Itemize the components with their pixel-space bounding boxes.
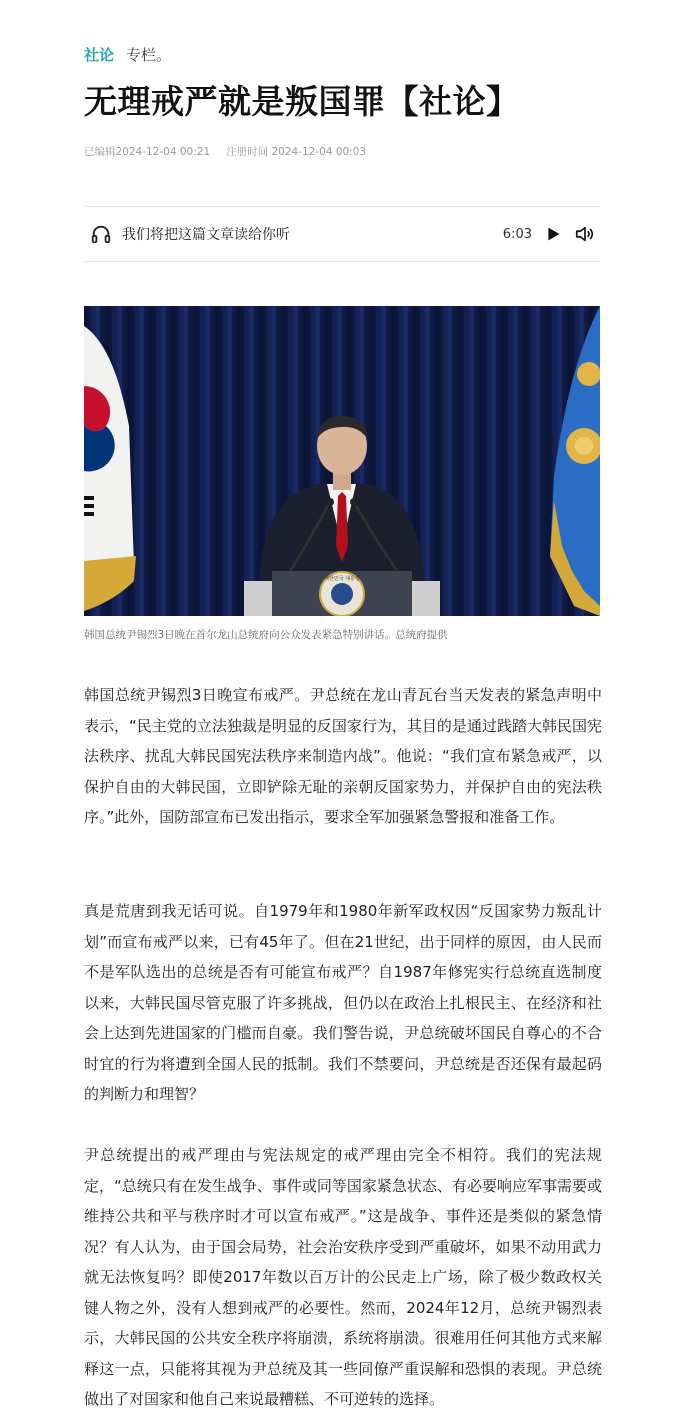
podium: [244, 571, 440, 616]
president-speech-illustration: [84, 306, 600, 616]
body-paragraph-2: 真是荒唐到我无话可说。自1979年和1980年新军政权因“反国家势力叛乱计划”而宣布戒严以来，已有45年了。但在21世纪，出于同样的原因，由人民而不是军队选出的总统是否有可能宣布戒严？自1987年修宪实行总统直选制度以来，大韩民国尽管克服了许多挑战，但仍以在政治上扎根民主、在经济和社会上达到先进国家的门槛而自豪。我们警告说，尹总统破坏国民自尊心的不合时宜的行为将遭到全国人民的抵制。我们不禁要问，尹总统是否还保有最起码的判断力和理智？: [84, 902, 602, 1103]
registered-timestamp: 注册时间 2024-12-04 00:03: [226, 146, 367, 158]
audio-duration: 6:03: [502, 226, 532, 242]
category-column-link[interactable]: 专栏。: [126, 46, 172, 64]
body-paragraph-1: 韩国总统尹锡烈3日晚宣布戒严。尹总统在龙山青瓦台当天发表的紧急声明中表示，“民主党的立法独裁是明显的反国家行为，其目的是通过践踏大韩民国宪法秩序、扰乱大韩民国宪法秩序来制造内战”。他说：“我们宣布紧急戒严，以保护自由的大韩民国，立即铲除无耻的亲朝反国家势力，并保护自由的宪法秩序。”此外，国防部宣布已发出指示，要求全军加强紧急警报和准备工作。: [84, 686, 602, 826]
volume-icon[interactable]: [574, 223, 596, 245]
category-breadcrumb: [84, 44, 171, 65]
headphones-icon: [90, 223, 112, 245]
audio-controls: [503, 223, 596, 245]
category-editorial-link[interactable]: 社论: [84, 46, 115, 64]
article-meta: [84, 144, 366, 159]
article-photo: [84, 306, 600, 616]
audio-player: [84, 206, 600, 262]
photo-caption: 韩国总统尹锡烈3日晚在首尔龙山总统府向公众发表紧急特别讲话。总统府提供: [84, 629, 448, 641]
body-paragraph-3: 尹总统提出的戒严理由与宪法规定的戒严理由完全不相符。我们的宪法规定，“总统只有在发生战争、事件或同等国家紧急状态、有必要响应军事需要或维持公共和平与秩序时才可以宣布戒严。”这是战争、事件还是类似的紧急情况？有人认为，由于国会局势，社会治安秩序受到严重破坏，如果不动用武力就无法恢复吗？即使2017年数以百万计的公民走上广场，除了极少数政权关键人物之外，没有人想到戒严的必要性。然而，2024年12月，总统尹锡烈表示，大韩民国的公共安全秩序将崩溃，系统将崩溃。很难用任何其他方式来解释这一点，只能将其视为尹总统及其一些同僚严重误解和恐惧的表现。尹总统做出了对国家和他自己来说最糟糕、不可逆转的选择。: [84, 1146, 602, 1408]
podium-emblem-text: 대한민국 대통령: [324, 576, 360, 582]
listen-label[interactable]: 我们将把这篇文章读给你听: [122, 227, 290, 243]
edited-timestamp: 已编辑2024-12-04 00:21: [84, 146, 211, 158]
article-title: 无理戒严就是叛国罪【社论】: [84, 82, 520, 121]
play-icon[interactable]: [542, 223, 564, 245]
